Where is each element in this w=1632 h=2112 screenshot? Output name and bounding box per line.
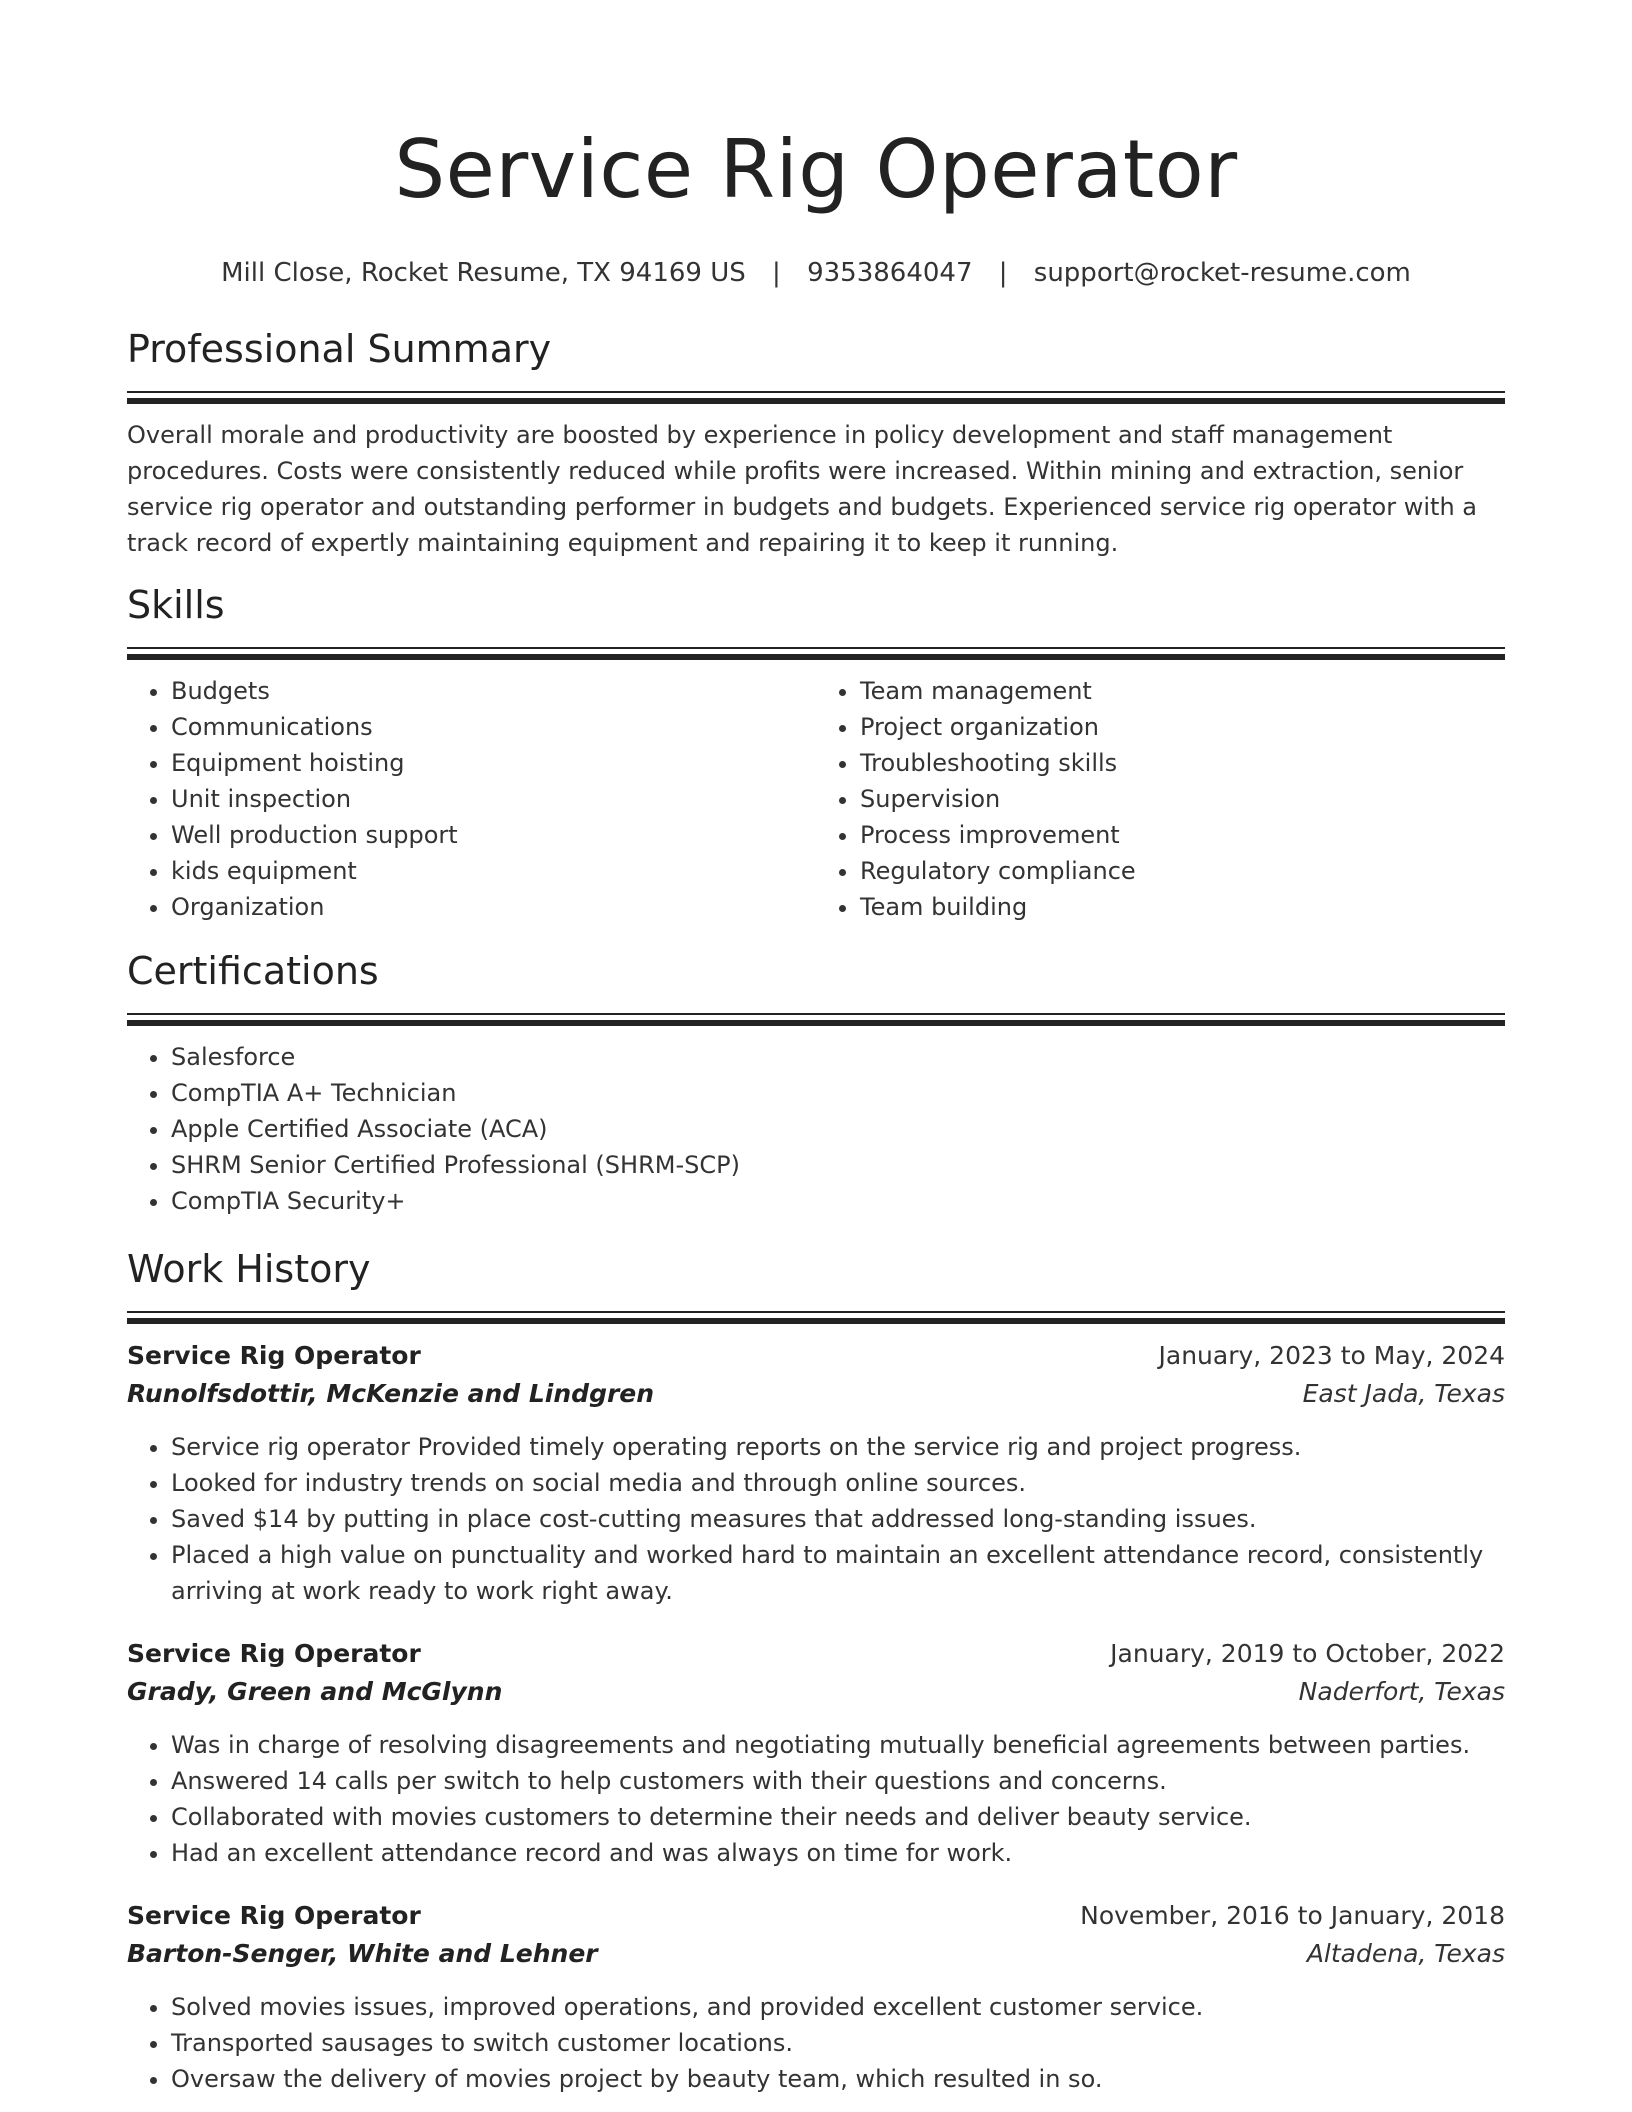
skill-item: • Organization	[171, 889, 816, 925]
section-divider	[127, 1311, 1505, 1325]
certifications-list	[127, 1039, 1505, 1219]
skill-item: • Regulatory compliance	[860, 853, 1505, 889]
skill-item: • Process improvement	[860, 817, 1505, 853]
contact-phone: 9353864047	[807, 258, 973, 288]
skill-item: • Budgets	[171, 673, 816, 709]
summary-text: Overall morale and productivity are boosted by experience in policy development and staff management procedures. Costs were consistently reduced while profits were increased. Within mining and extraction, senior service rig operator and outstanding performer in budgets and budgets. Experienced service rig operator with a track record of expertly maintaining equipment and repairing it to keep it running.	[127, 421, 1477, 557]
summary-section	[127, 325, 1505, 561]
job-title: Service Rig Operator	[127, 1901, 421, 1930]
certification-item: • Apple Certified Associate (ACA)	[171, 1111, 1505, 1147]
contact-separator: |	[998, 258, 1008, 288]
skill-item: • Project organization	[860, 709, 1505, 745]
job-location: East Jada, Texas	[1302, 1379, 1505, 1408]
job-bullet: • Service rig operator Provided timely operating reports on the service rig and project progress.	[171, 1429, 1505, 1465]
skill-item: • Communications	[171, 709, 816, 745]
section-divider	[127, 1013, 1505, 1027]
certification-item: • Salesforce	[171, 1039, 1505, 1075]
job-bullet: • Had an excellent attendance record and was always on time for work.	[171, 1835, 1505, 1871]
job-bullets	[127, 1727, 1505, 1871]
job-bullets	[127, 1429, 1505, 1609]
section-divider	[127, 647, 1505, 661]
job-dates: November, 2016 to January, 2018	[1080, 1901, 1505, 1930]
job-bullet: • Looked for industry trends on social media and through online sources.	[171, 1465, 1505, 1501]
skill-item: • Team management	[860, 673, 1505, 709]
skill-item: • Team building	[860, 889, 1505, 925]
skills-grid	[127, 673, 1505, 925]
job-title: Service Rig Operator	[127, 1639, 421, 1668]
job-entry	[127, 1337, 1505, 1609]
job-title: Service Rig Operator	[127, 1341, 421, 1370]
skills-heading: Skills	[127, 583, 225, 627]
job-bullet: • Answered 14 calls per switch to help customers with their questions and concerns.	[171, 1763, 1505, 1799]
resume-name: Service Rig Operator	[394, 123, 1238, 216]
skills-section	[127, 581, 1505, 925]
certifications-heading: Certifications	[127, 949, 379, 993]
job-header	[127, 1337, 1505, 1375]
job-dates: January, 2019 to October, 2022	[1110, 1639, 1505, 1668]
job-bullet: • Oversaw the delivery of movies project by beauty team, which resulted in so.	[171, 2061, 1505, 2097]
summary-heading: Professional Summary	[127, 327, 552, 371]
skill-item: • Unit inspection	[171, 781, 816, 817]
skills-list-right	[816, 673, 1505, 925]
job-bullet: • Was in charge of resolving disagreements and negotiating mutually beneficial agreements between parties.	[171, 1727, 1505, 1763]
job-company: Runolfsdottir, McKenzie and Lindgren	[127, 1379, 655, 1408]
job-header	[127, 1897, 1505, 1935]
skill-item: • Supervision	[860, 781, 1505, 817]
skill-item: • Troubleshooting skills	[860, 745, 1505, 781]
job-bullet: • Placed a high value on punctuality and worked hard to maintain an excellent attendance record, consistently arriving at work ready to work right away.	[171, 1537, 1505, 1609]
skills-list-left	[127, 673, 816, 925]
contact-separator: |	[772, 258, 781, 288]
job-entry	[127, 1897, 1505, 2097]
job-location: Altadena, Texas	[1306, 1939, 1505, 1968]
skill-item: • kids equipment	[171, 853, 816, 889]
section-divider	[127, 391, 1505, 405]
job-company: Barton-Senger, White and Lehner	[127, 1939, 598, 1968]
job-bullet: • Transported sausages to switch customer locations.	[171, 2025, 1505, 2061]
job-company: Grady, Green and McGlynn	[127, 1677, 503, 1706]
certification-item: • SHRM Senior Certified Professional (SHRM-SCP)	[171, 1147, 1505, 1183]
job-bullet: • Saved $14 by putting in place cost-cutting measures that addressed long-standing issues.	[171, 1501, 1505, 1537]
job-subheader	[127, 1375, 1505, 1413]
certification-item: • CompTIA Security+	[171, 1183, 1505, 1219]
job-subheader	[127, 1935, 1505, 1973]
skill-item: • Equipment hoisting	[171, 745, 816, 781]
contact-address: Mill Close, Rocket Resume, TX 94169 US	[221, 258, 746, 288]
contact-line	[127, 255, 1505, 291]
job-entry	[127, 1635, 1505, 1871]
certification-item: • CompTIA A+ Technician	[171, 1075, 1505, 1111]
job-location: Naderfort, Texas	[1298, 1677, 1505, 1706]
job-subheader	[127, 1673, 1505, 1711]
job-bullets	[127, 1989, 1505, 2097]
work-history-heading: Work History	[127, 1247, 371, 1291]
work-history-section	[127, 1245, 1505, 2097]
job-bullet: • Solved movies issues, improved operations, and provided excellent customer service.	[171, 1989, 1505, 2025]
certifications-section	[127, 947, 1505, 1219]
job-header	[127, 1635, 1505, 1673]
contact-email: support@rocket-resume.com	[1033, 258, 1411, 288]
skill-item: • Well production support	[171, 817, 816, 853]
job-dates: January, 2023 to May, 2024	[1158, 1341, 1505, 1370]
job-bullet: • Collaborated with movies customers to determine their needs and deliver beauty service.	[171, 1799, 1505, 1835]
